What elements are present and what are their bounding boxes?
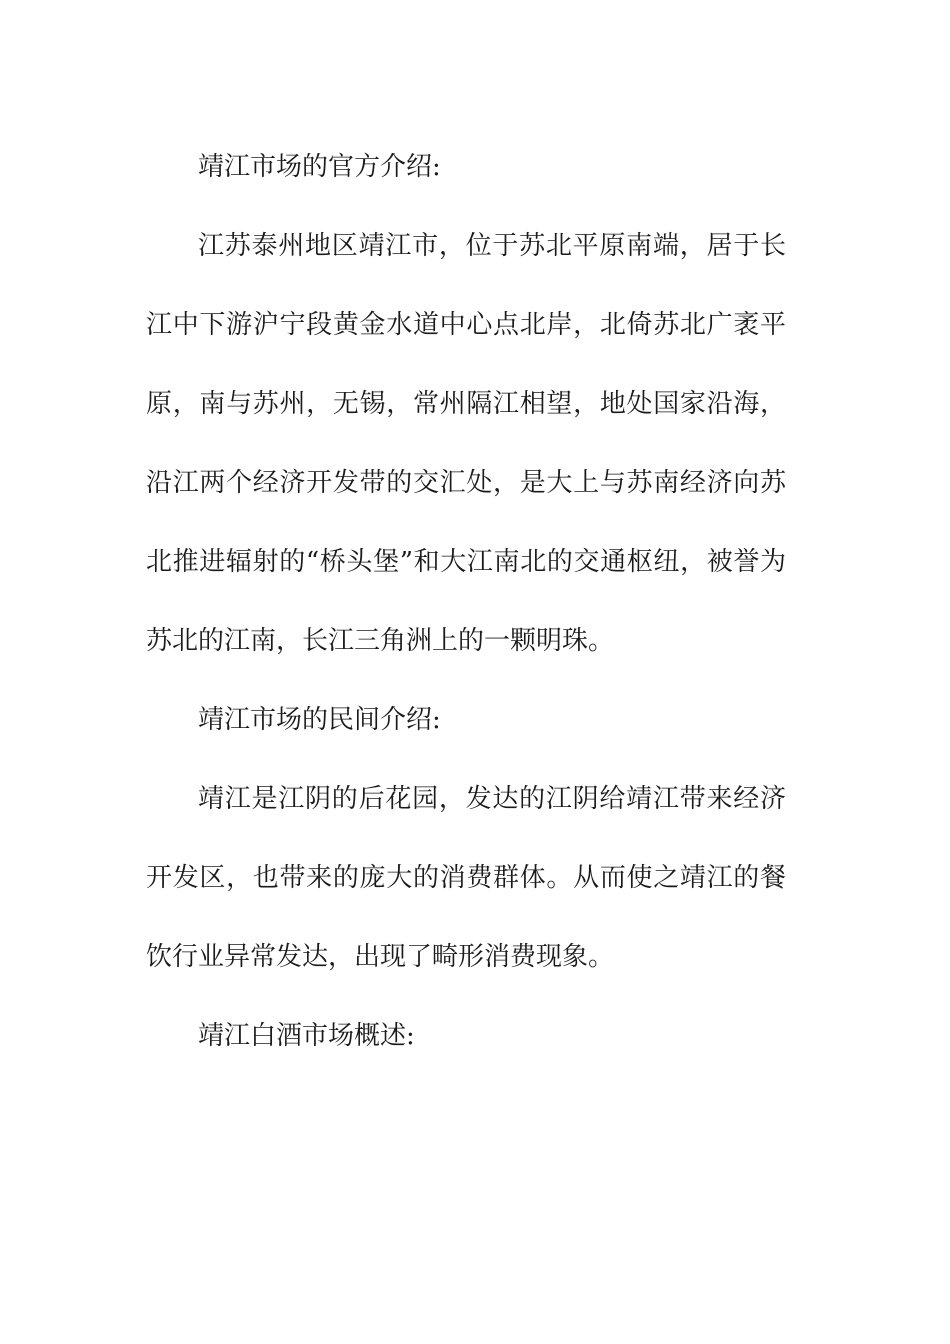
- paragraph-official-intro: 江苏泰州地区靖江市，位于苏北平原南端，居于长江中下游沪宁段黄金水道中心点北岸，北倚苏北广袤平原，南与苏州，无锡，常州隔江相望，地处国家沿海，沿江两个经济开发带的交汇处，是大上与苏南经济向苏北推进辐射的“桥头堡”和大江南北的交通枢纽，被誉为苏北的江南，长江三角洲上的一颗明珠。: [146, 231, 786, 656]
- heading-liquor-market: 靖江白酒市场概述:: [198, 1021, 415, 1051]
- document-body: [146, 128, 786, 1076]
- heading-official-intro: 靖江市场的官方介绍:: [198, 152, 441, 182]
- heading-folk-intro: 靖江市场的民间介绍:: [198, 705, 441, 735]
- paragraph-folk-intro: 靖江是江阴的后花园，发达的江阴给靖江带来经济开发区，也带来的庞大的消费群体。从而使之靖江的餐饮行业异常发达，出现了畸形消费现象。: [146, 784, 786, 972]
